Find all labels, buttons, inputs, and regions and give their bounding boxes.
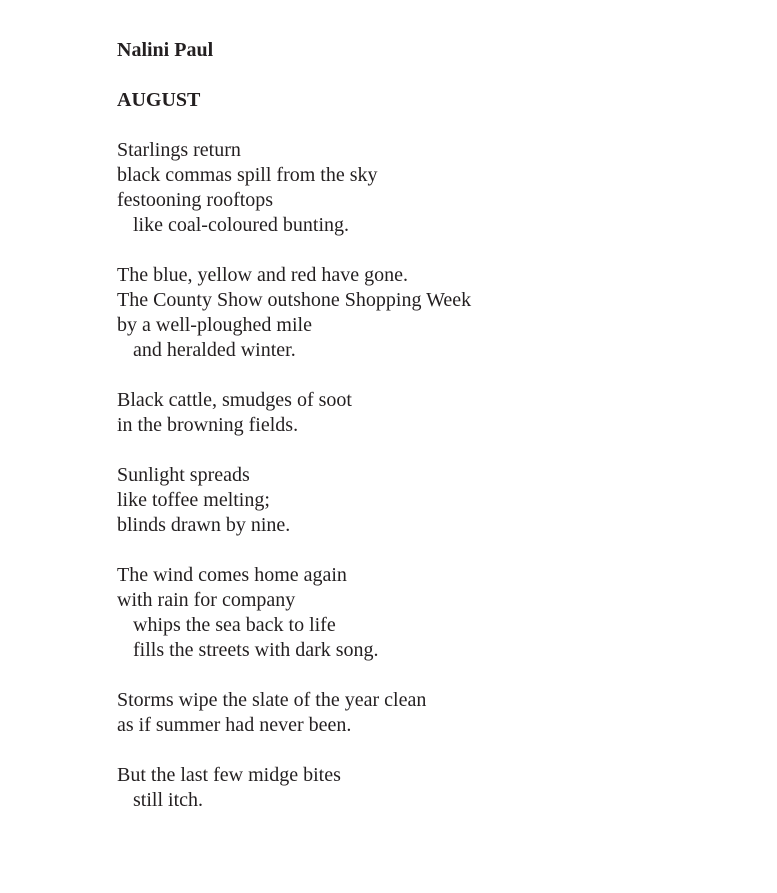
poem-body [117,138,737,813]
poem-line: by a well-ploughed mile [117,314,312,336]
stanza [117,388,737,438]
poem-line: Storms wipe the slate of the year clean [117,689,427,711]
poem-line: with rain for company [117,589,296,611]
poem-title: AUGUST [117,89,201,111]
poem-line: The blue, yellow and red have gone. [117,264,409,286]
poem-line: But the last few midge bites [117,764,341,786]
author-name: Nalini Paul [117,39,214,61]
poem-line: like toffee melting; [117,489,270,511]
poem-line: Black cattle, smudges of soot [117,389,352,411]
stanza [117,563,737,663]
stanza [117,138,737,238]
poem-line: blinds drawn by nine. [117,514,291,536]
poem-line: as if summer had never been. [117,714,352,736]
poem-line: black commas spill from the sky [117,164,378,186]
poem-line: Sunlight spreads [117,464,250,486]
stanza [117,463,737,538]
poem-line: still itch. [133,789,203,811]
stanza [117,263,737,363]
stanza [117,688,737,738]
poem-page [117,38,737,838]
poem-line: fills the streets with dark song. [133,639,379,661]
poem-line: in the browning fields. [117,414,299,436]
poem-line: whips the sea back to life [133,614,336,636]
poem-line: festooning rooftops [117,189,274,211]
poem-line: The wind comes home again [117,564,347,586]
poem-line: and heralded winter. [133,339,296,361]
poem-line: Starlings return [117,139,241,161]
poem-line: The County Show outshone Shopping Week [117,289,472,311]
poem-line: like coal-coloured bunting. [133,214,350,236]
stanza [117,763,737,813]
